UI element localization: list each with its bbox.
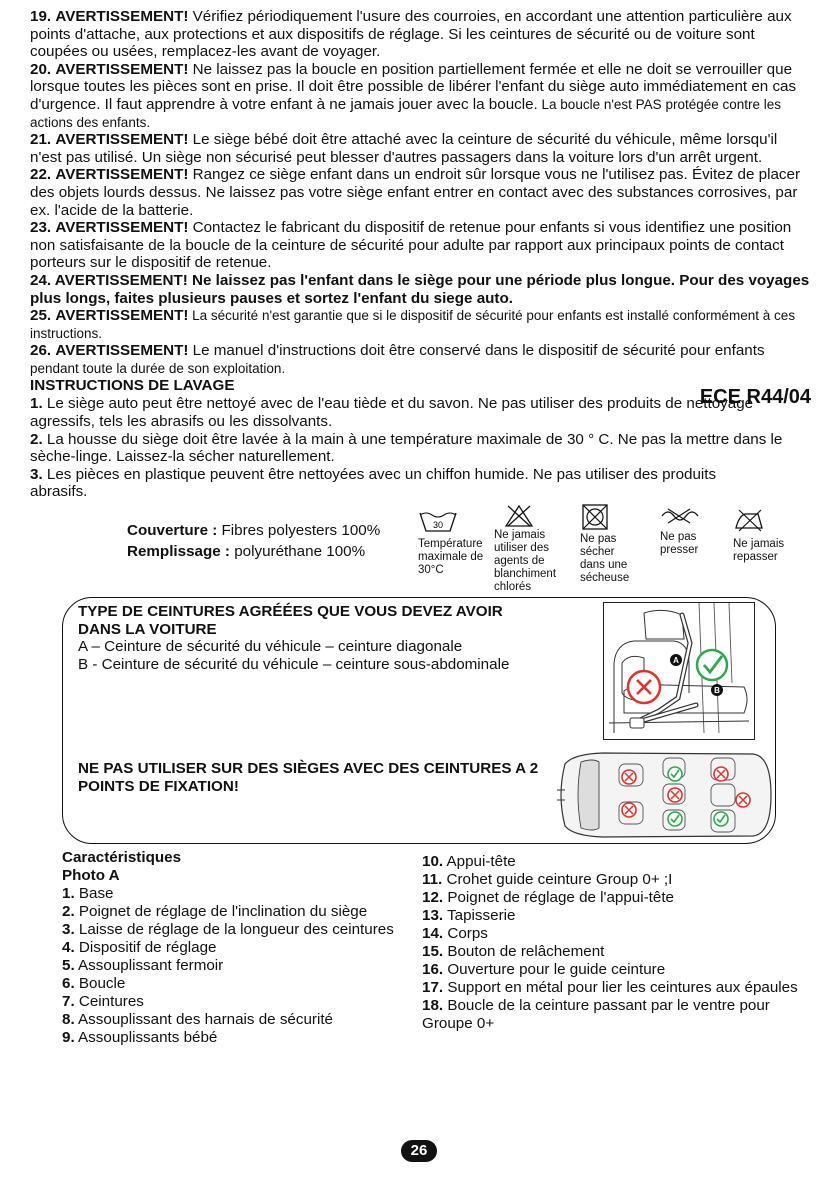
feature-item: 9. Assouplissants bébé — [62, 1029, 218, 1046]
warnings-section — [30, 8, 812, 501]
feature-item: 10. Appui-tête — [422, 853, 516, 870]
warning-22: 22. AVERTISSEMENT! Rangez ce siège enfant dans un endroit sûr lorsque vous ne l'utilisez pas. Évitez de placer des objets lourds dessus. Ne laissez pas votre siège enfant entrer en contact avec des substances corrosives, par ex. l'acide de la batterie. — [30, 166, 801, 219]
no-bleach-icon — [504, 504, 534, 528]
svg-text:30: 30 — [432, 520, 444, 530]
belt-type-b: B - Ceinture de sécurité du véhicule – ceinture sous-abdominale — [78, 656, 510, 673]
feature-item: 16. Ouverture pour le guide ceinture — [422, 961, 666, 978]
feature-item: 13. Tapisserie — [422, 907, 516, 924]
feature-item: 3. Laisse de réglage de la longueur des ceintures — [62, 921, 394, 938]
feature-item: 1. Base — [62, 885, 114, 902]
ece-norm-label: ECE R44/04 — [699, 386, 811, 408]
feature-item: 18. Boucle de la ceinture passant par le ventre pour Groupe 0+ — [422, 997, 770, 1032]
warning-19: 19. AVERTISSEMENT! Vérifiez périodiquement l'usure des courroies, en accordant une attention particulière aux points d'attache, aux protections et aux dispositifs de réglage. Si les ceintures de sécurité ou de voiture sont coupées ou usées, remplacez-les avant de voyager. — [30, 8, 792, 61]
vehicle-seat-illustration — [603, 602, 755, 740]
photo-a-label: Photo A — [62, 867, 120, 884]
feature-item: 12. Poignet de réglage de l'appui-tête — [422, 889, 675, 906]
no-iron-icon — [733, 506, 765, 532]
belt-type-a: A – Ceinture de sécurité du véhicule – ceinture diagonale — [78, 638, 463, 655]
no-wring-icon — [660, 506, 700, 526]
wash-30-icon — [418, 510, 458, 534]
feature-item: 5. Assouplissant fermoir — [62, 957, 224, 974]
symbol-no-iron: Ne jamais repasser — [733, 506, 793, 564]
vehicle-top-view-illustration — [553, 750, 773, 840]
page-number: 26 — [401, 1140, 437, 1162]
warning-26: 26. AVERTISSEMENT! Le manuel d'instructions doit être conservé dans le dispositif de sécurité pour enfants pendant toute la durée de son exploitation. — [30, 342, 765, 376]
belt-label-b: B — [714, 686, 720, 695]
symbol-wash-30: 30 Température maximale de 30°C — [418, 510, 490, 577]
two-point-belt-warning: NE PAS UTILISER SUR DES SIÈGES AVEC DES CEINTURES A 2 POINTS DE FIXATION! — [78, 760, 539, 795]
washing-item-1: 1. Le siège auto peut être nettoyé avec de l'eau tiède et du savon. Ne pas utiliser des produits de nettoyage agressifs, tels les abrasifs ou les dissolvants. — [30, 395, 754, 431]
feature-item: 11. Crohet guide ceinture Group 0+ ;I — [422, 871, 673, 888]
check-icon — [697, 650, 727, 680]
washing-item-2: 2. La housse du siège doit être lavée à la main à une température maximale de 30 ° C. Ne pas la mettre dans le sèche-linge. Laissez-la sécher naturellement. — [30, 430, 783, 466]
features-left — [62, 849, 394, 1047]
warning-20: 20. AVERTISSEMENT! Ne laissez pas la boucle en position partiellement fermée et elle ne doit se verrouiller que lorsque toutes les pièces sont en prise. Il doit être possible de libérer l'enfant du siège auto immédiatement en cas d'urgence. Il faut apprendre à votre enfant à ne jamais jouer avec la boucle. La boucle n'est PAS protégée contre les actions des enfants. — [30, 60, 797, 130]
feature-item: 4. Dispositif de réglage — [62, 939, 217, 956]
symbol-no-bleach: Ne jamais utiliser des agents de blanchiment chlorés — [494, 504, 566, 594]
belt-types-panel — [62, 597, 776, 844]
symbol-no-dryer: Ne pas sécher dans une sécheuse — [580, 504, 642, 585]
warning-24: 24. AVERTISSEMENT! Ne laissez pas l'enfant dans le siège pour une période plus longue. Pour des voyages plus longs, faites plusieurs pauses et sortez l'enfant du siege auto. — [30, 271, 810, 307]
belt-label-a: A — [673, 656, 679, 665]
feature-item: 6. Boucle — [62, 975, 126, 992]
composition: Couverture : Fibres polyesters 100% Remplissage : polyuréthane 100% — [127, 522, 381, 560]
care-section — [0, 510, 800, 598]
symbol-no-wring: Ne pas presser — [660, 506, 716, 557]
feature-item: 14. Corps — [422, 925, 488, 942]
belt-types-title: TYPE DE CEINTURES AGRÉÉES QUE VOUS DEVEZ AVOIR DANS LA VOITURE — [78, 603, 503, 638]
features-right — [422, 853, 802, 1033]
no-tumble-dry-icon — [582, 504, 608, 530]
warning-21: 21. AVERTISSEMENT! Le siège bébé doit être attaché avec la ceinture de sécurité du véhicule, même lorsqu'il n'est pas utilisé. Un siège non sécurisé peut blesser d'autres passagers dans la voiture lors d'un arrêt urgent. — [30, 131, 778, 166]
feature-item: 15. Bouton de relâchement — [422, 943, 605, 960]
features-title: Caractéristiques — [62, 849, 182, 866]
warning-25: 25. AVERTISSEMENT! La sécurité n'est garantie que si le dispositif de sécurité pour enfants est installé conformément à ces instructions. — [30, 307, 796, 341]
washing-title: INSTRUCTIONS DE LAVAGE — [30, 377, 235, 395]
feature-item: 2. Poignet de réglage de l'inclination du siège — [62, 903, 368, 920]
washing-item-3: 3. Les pièces en plastique peuvent être nettoyées avec un chiffon humide. Ne pas utiliser des produits abrasifs. — [30, 465, 717, 501]
feature-item: 8. Assouplissant des harnais de sécurité — [62, 1011, 334, 1028]
feature-item: 7. Ceintures — [62, 993, 144, 1010]
warning-23: 23. AVERTISSEMENT! Contactez le fabricant du dispositif de retenue pour enfants si vous identifiez une position non satisfaisante de la boucle de la ceinture de sécurité pour adulte par rapport aux principaux points de contact porteurs sur le dispositif de retenue. — [30, 219, 792, 272]
feature-item: 17. Support en métal pour lier les ceintures aux épaules — [422, 979, 798, 996]
